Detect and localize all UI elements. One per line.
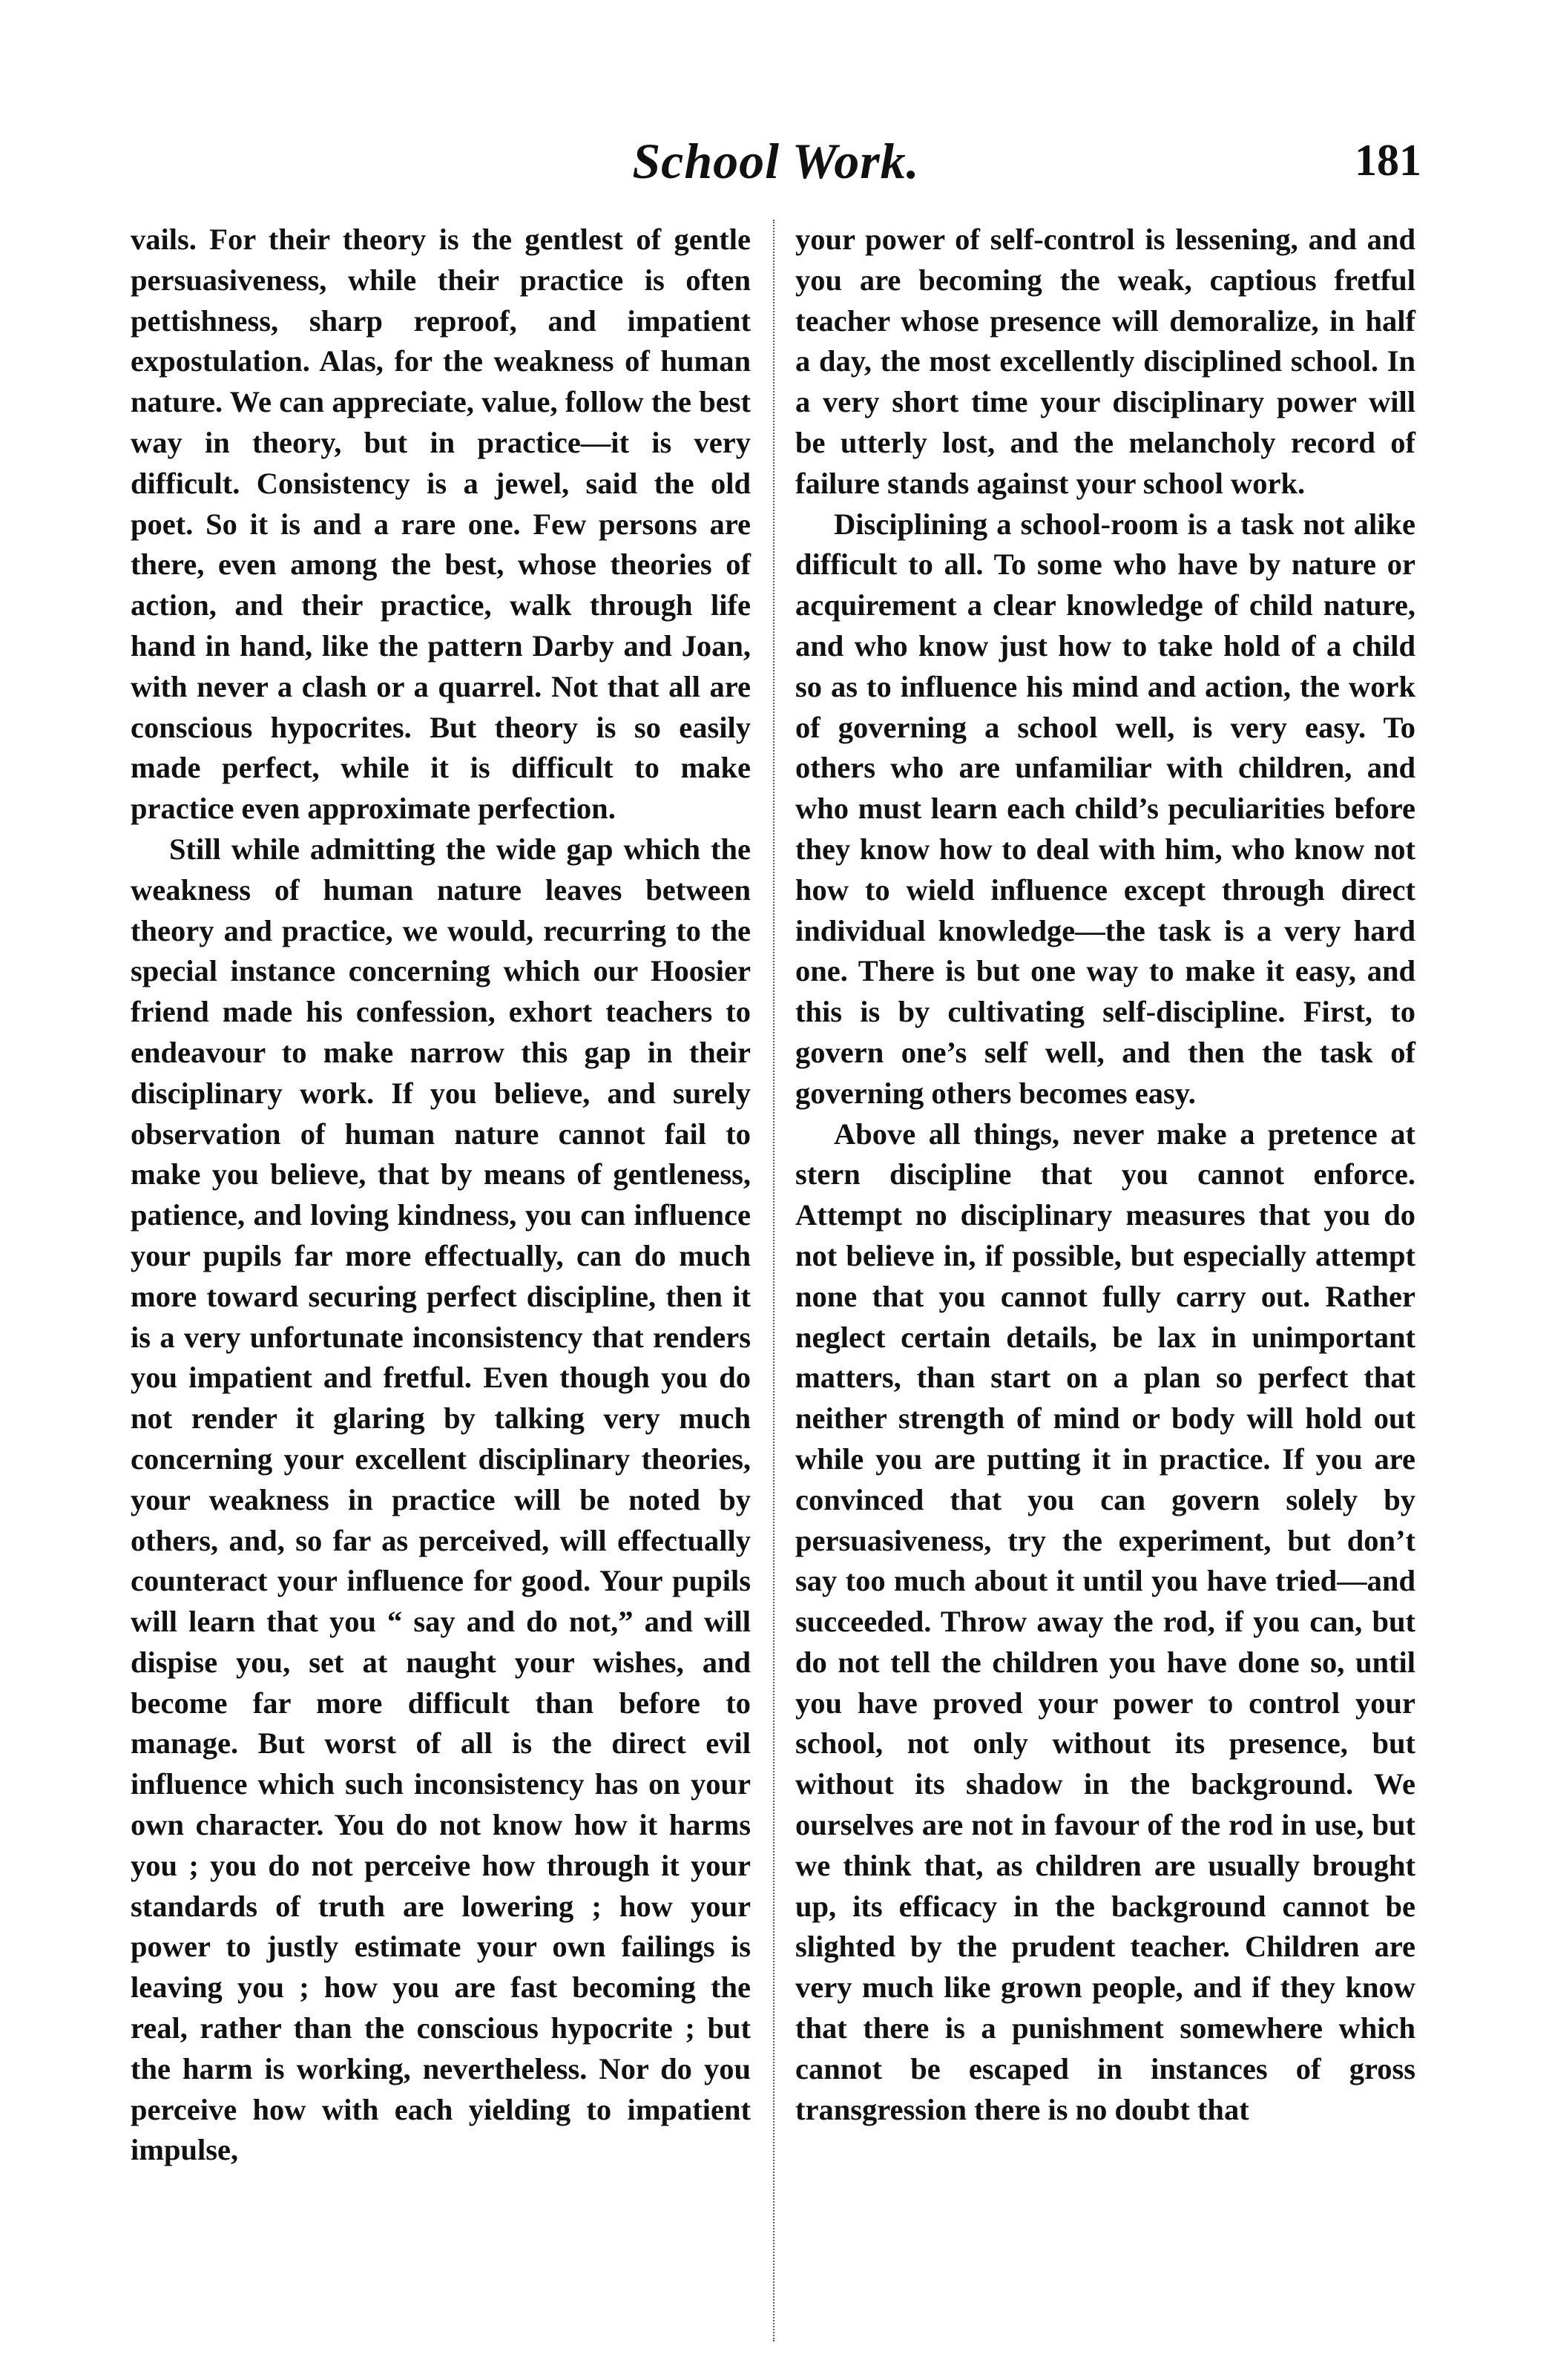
page-number: 181 <box>1355 136 1421 185</box>
paragraph: your power of self-control is lessening, and and you are becoming the weak, captious fretful teacher whose presence will demoralize, in half a day, the most excellently disciplined school. In a very short time your disciplinary power will be utterly lost, and the melancholy record of failure stands against your school work. <box>795 223 1415 500</box>
column-divider <box>773 220 774 2341</box>
right-column <box>795 220 1415 2130</box>
paragraph: Still while admitting the wide gap which the weakness of human nature leaves between theory and practice, we would, recurring to the special instance concerning which our Hoosier friend made his confession, exhort teachers to endeavour to make narrow this gap in their disciplinary work. If you believe, and surely observation of human nature cannot fail to make you believe, that by means of gentleness, patience, and loving kindness, you can influence your pupils far more effectually, can do much more toward securing perfect discipline, then it is a very unfortunate inconsistency that renders you impatient and fretful. Even though you do not render it glaring by talking very much concerning your excellent disciplinary theories, your weakness in practice will be noted by others, and, so far as perceived, will effectually counteract your influence for good. Your pupils will learn that you “ say and do not,” and will dispise you, set at naught your wishes, and become far more difficult than before to manage. But worst of all is the direct evil influence which such inconsistency has on your own character. You do not know how it harms you ; you do not perceive how through it your standards of truth are lowering ; how your power to justly estimate your own failings is leaving you ; how you are fast becoming the real, rather than the conscious hypocrite ; but the harm is working, nevertheless. Nor do you perceive how with each yielding to impatient impulse, <box>131 832 751 2167</box>
left-column <box>131 220 751 2171</box>
paragraph: vails. For their theory is the gentlest of gentle persuasiveness, while their practice is often pettishness, sharp reproof, and impatient expostulation. Alas, for the weakness of human nature. We can appreciate, value, follow the best way in theory, but in practice—it is very difficult. Consistency is a jewel, said the old poet. So it is and a rare one. Few persons are there, even among the best, whose theories of action, and their practice, walk through life hand in hand, like the pattern Darby and Joan, with never a clash or a quarrel. Not that all are conscious hypocrites. But theory is so easily made perfect, while it is difficult to make practice even approximate perfection. <box>131 223 751 826</box>
paragraph: Above all things, never make a pretence at stern discipline that you cannot enforce. Attempt no disciplinary measures that you do not believe in, if possible, but especially attempt none that you cannot fully carry out. Rather neglect certain details, be lax in unimportant matters, than start on a plan so perfect that neither strength of mind or body will hold out while you are putting it in practice. If you are convinced that you can govern solely by persuasiveness, try the experiment, but don’t say too much about it until you have tried—and succeeded. Throw away the rod, if you can, but do not tell the children you have done so, until you have proved your power to control your school, not only without its presence, but without its shadow in the background. We ourselves are not in favour of the rod in use, but we think that, as children are usually brought up, its efficacy in the background cannot be slighted by the prudent teacher. Children are very much like grown people, and if they know that there is a punishment somewhere which cannot be escaped in instances of gross transgression there is no doubt that <box>795 1117 1415 2126</box>
paragraph: Disciplining a school-room is a task not alike difficult to all. To some who have by nature or acquirement a clear knowledge of child nature, and who know just how to take hold of a child so as to influence his mind and action, the work of governing a school well, is very easy. To others who are unfamiliar with children, and who must learn each child’s peculiarities before they know how to deal with him, who know not how to wield influence except through direct individual knowledge—the task is a very hard one. There is but one way to make it easy, and this is by cultivating self-discipline. First, to govern one’s self well, and then the task of governing others becomes easy. <box>795 507 1415 1110</box>
running-title: School Work. <box>632 133 920 189</box>
page-header <box>131 132 1421 199</box>
